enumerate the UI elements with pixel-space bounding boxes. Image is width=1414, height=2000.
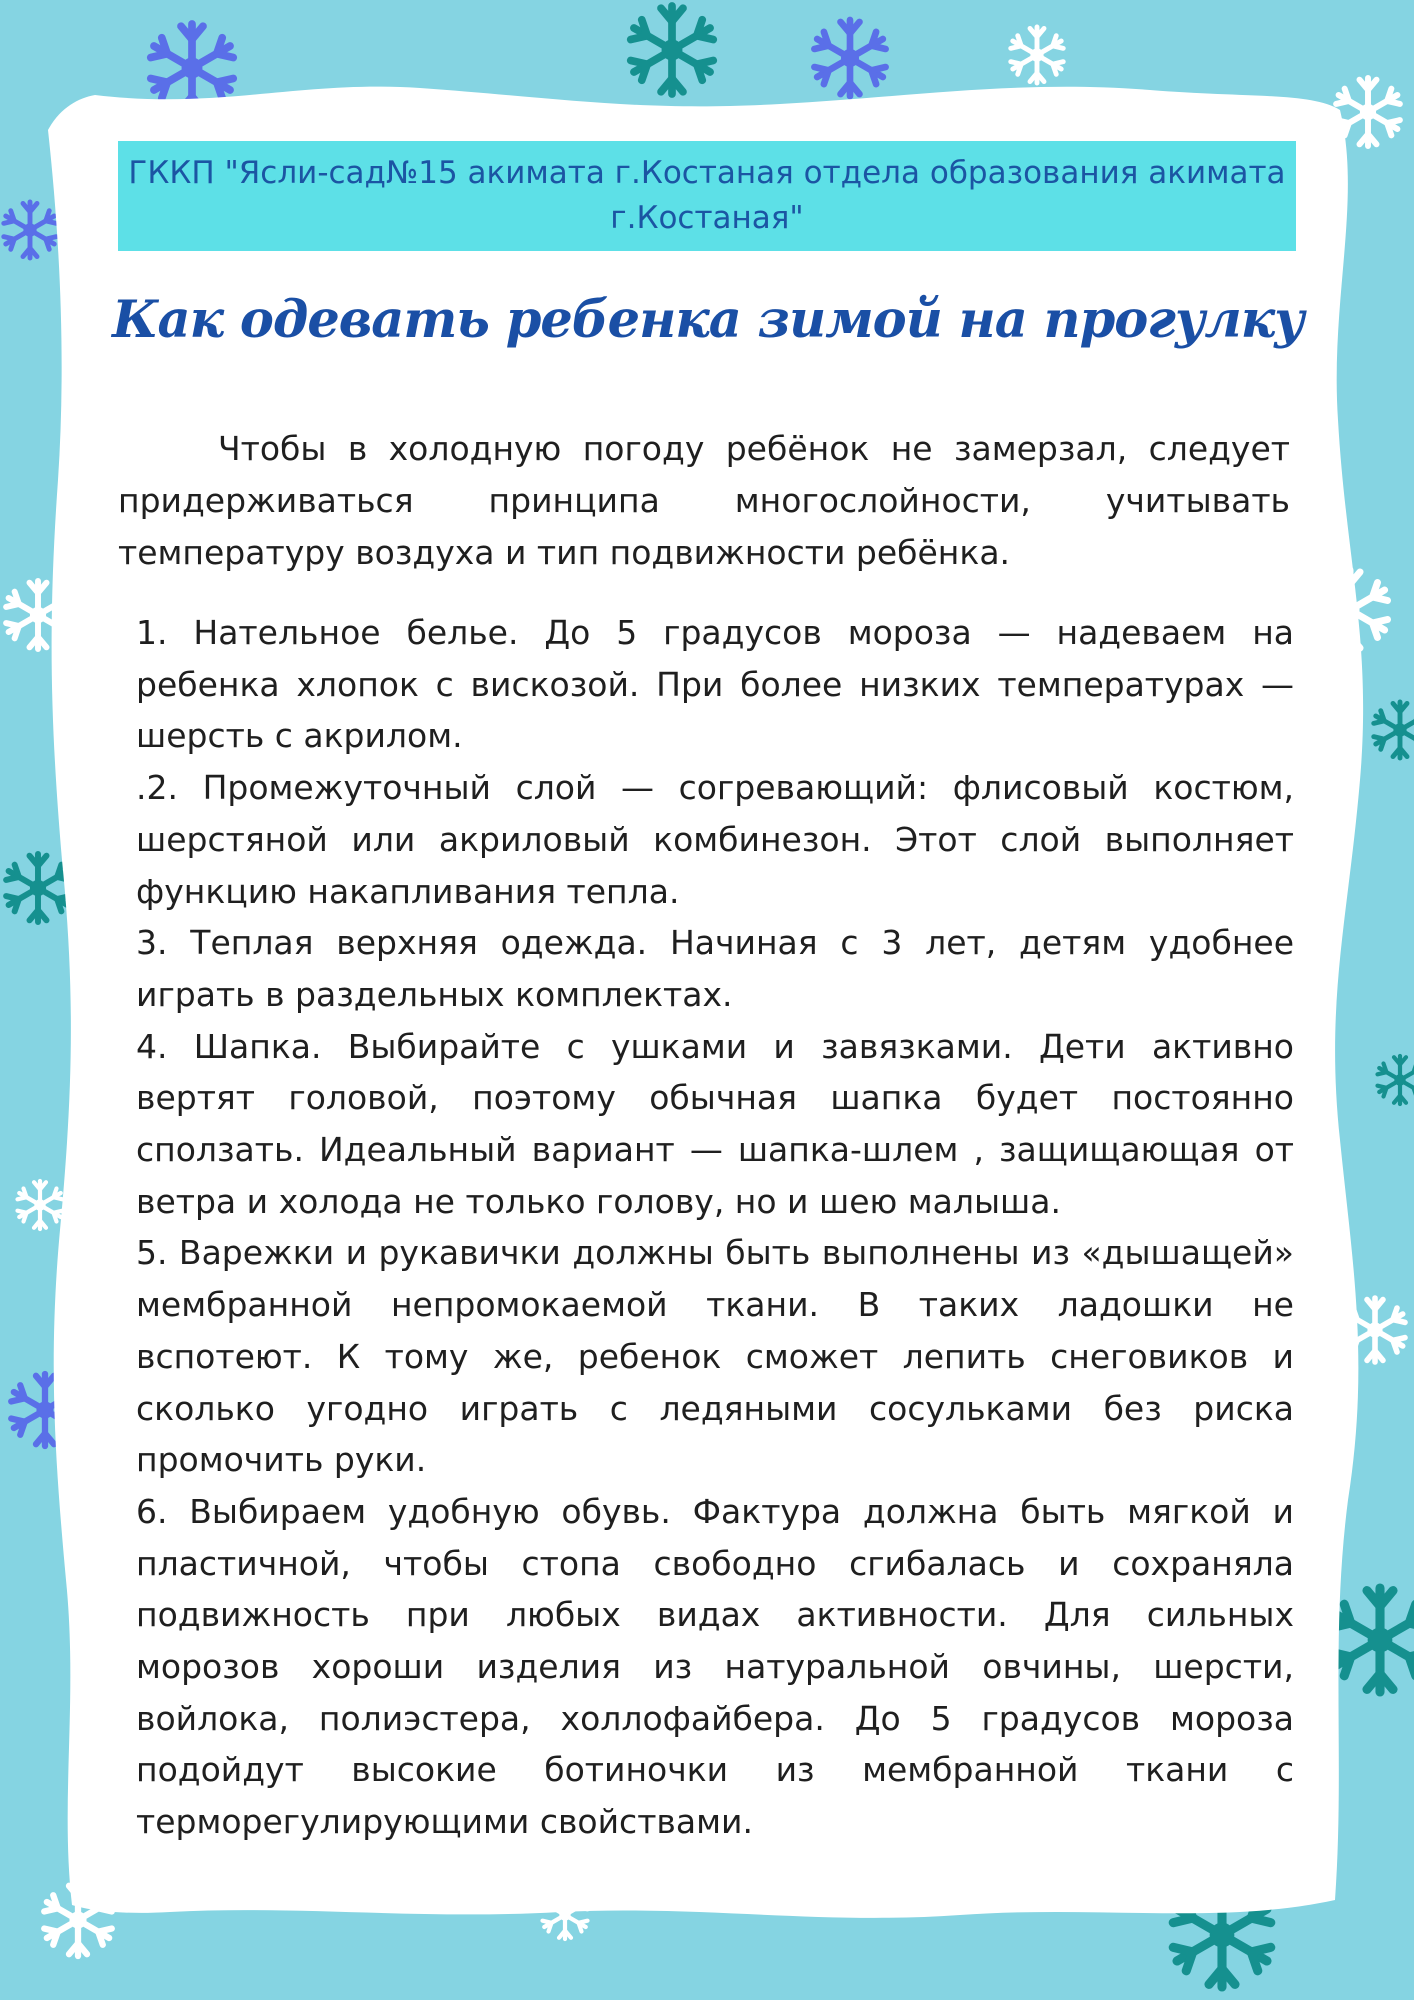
list-item: .2. Промежуточный слой — согревающий: флисовый костюм, шерстяной или акриловый комбинезон. Этот слой выполняет функцию накапливания тепла.	[136, 768, 1294, 911]
list-item: 1. Нательное белье. До 5 градусов мороза — надеваем на ребенка хлопок с вискозой. При более низких температурах — шерсть с акрилом.	[136, 613, 1294, 756]
organization-banner	[118, 141, 1296, 251]
intro-paragraph: Чтобы в холодную погоду ребёнок не замерзал, следует придерживаться принципа многослойности, учитывать температуру воздуха и тип подвижности ребёнка.	[118, 429, 1290, 572]
list-item: 6. Выбираем удобную обувь. Фактура должна быть мягкой и пластичной, чтобы стопа свободно сгибалась и сохраняла подвижность при любых видах активности. Для сильных морозов хороши изделия из натуральной овчины, шерсти, войлока, полиэстера, холлофайбера. До 5 градусов мороза подойдут высокие ботиночки из мембранной ткани с терморегулирующими свойствами.	[136, 1491, 1294, 1842]
page-title: Как одевать ребенка зимой на прогулку	[112, 290, 1304, 350]
advice-list	[136, 607, 1294, 1848]
organization-name: ГККП "Ясли-сад№15 акимата г.Костаная отдела образования акимата г.Костаная"	[128, 155, 1286, 236]
list-item: 3. Теплая верхняя одежда. Начиная с 3 лет, детям удобнее играть в раздельных комплектах.	[136, 923, 1294, 1014]
list-item: 5. Варежки и рукавички должны быть выполнены из «дышащей» мембранной непромокаемой ткани. В таких ладошки не вспотеют. К тому же, ребенок сможет лепить снеговиков и сколько угодно играть с ледяными сосульками без риска промочить руки.	[136, 1233, 1294, 1480]
list-item: 4. Шапка. Выбирайте с ушками и завязками. Дети активно вертят головой, поэтому обычная шапка будет постоянно сползать. Идеальный вариант — шапка-шлем , защищающая от ветра и холода не только голову, но и шею малыша.	[136, 1026, 1294, 1221]
